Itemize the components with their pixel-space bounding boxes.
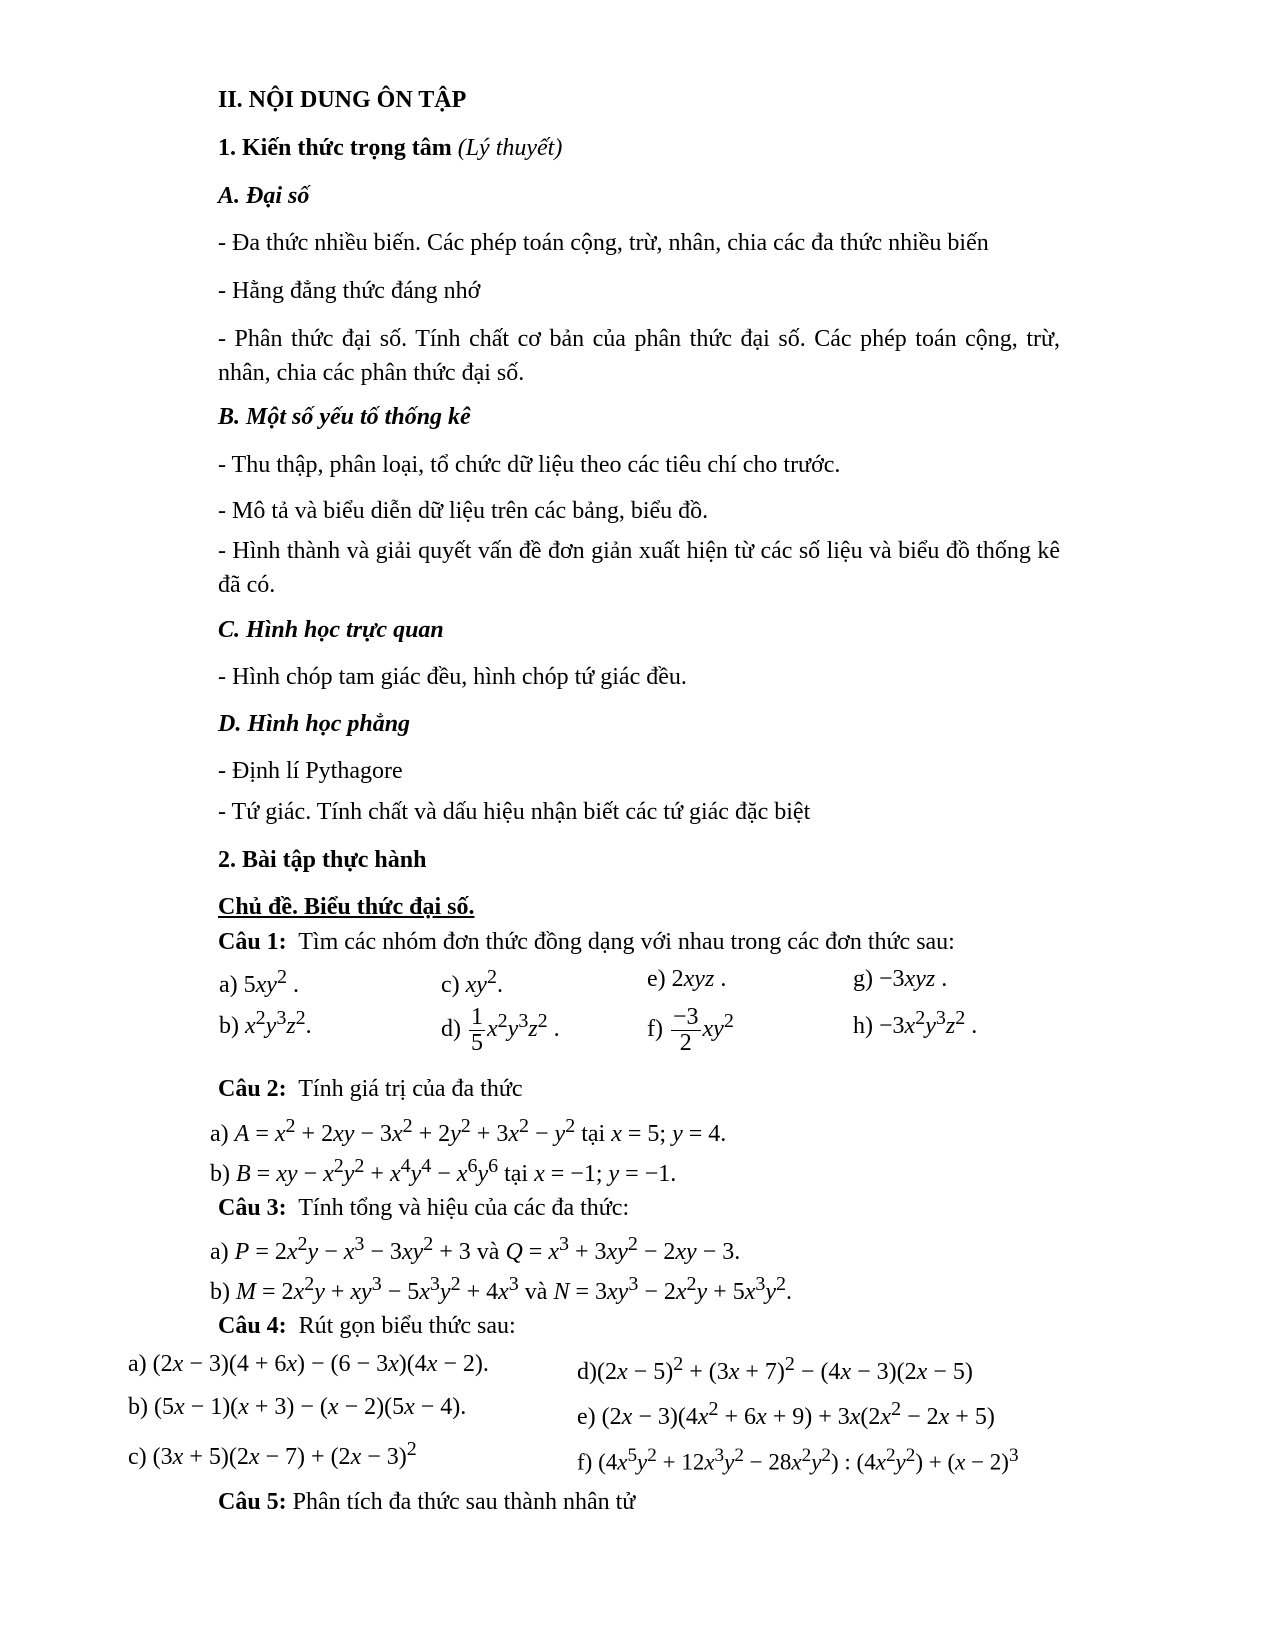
- question-text: Tính giá trị của đa thức: [298, 1076, 523, 1102]
- question-label: Câu 5:: [218, 1489, 287, 1515]
- statistics-item: - Mô tả và biểu diễn dữ liệu trên các bảng, biểu đồ.: [218, 498, 709, 524]
- q4-part-e: e) $(2x - 3)(4x^2 + 6x + 9) + 3x(2x^2 - 2x + 5)$: [577, 1398, 995, 1430]
- question-3: [218, 1194, 629, 1223]
- q3-part-b: b) $M = 2x^2y + xy^3 - 5x^3y^2 + 4x^3$ và $N = 3xy^3 - 2x^2y + 5x^3y^2$.: [210, 1273, 793, 1305]
- question-label: Câu 2:: [218, 1076, 287, 1102]
- q1-option-e: e) 2xyz .: [647, 966, 727, 992]
- algebra-heading: A. Đại số: [218, 183, 310, 209]
- q2-part-b: b) B = xy − $x^2y^2 + x^4y^4 - x^6y^6$ tại x = −1; y = −1.: [210, 1155, 677, 1187]
- statistics-item: - Thu thập, phân loại, tổ chức dữ liệu theo các tiêu chí cho trước.: [218, 452, 841, 478]
- q4-part-b: b) (5x − 1)(x + 3) − (x − 2)(5x − 4).: [128, 1394, 467, 1420]
- q4-part-f: f) $(4x^5y^2 + 12x^3y^2 - 28x^2y^2)$ : $(4x^2y^2) + (x - 2)^3$: [577, 1445, 1019, 1475]
- visual-geometry-heading: C. Hình học trực quan: [218, 617, 444, 643]
- q1-option-b: b) $x^2y^3z^2$.: [219, 1007, 312, 1039]
- question-text: Tìm các nhóm đơn thức đồng dạng với nhau trong các đơn thức sau:: [298, 929, 955, 955]
- q1-option-h: $h) -3x^2y^3z^2$ .: [853, 1007, 978, 1039]
- q1-option-d: d) $\frac{1}{5}$ $x^2y^3z^2$ .: [441, 1004, 560, 1057]
- part1-title: 1. Kiến thức trọng tâm: [218, 135, 452, 161]
- q1-option-c: c) $xy^2$.: [441, 966, 503, 998]
- q4-part-d: $d)(2x - 5)^2 + (3x + 7)^2 - (4x - 3)(2x - 5)$: [577, 1353, 973, 1385]
- question-4: [218, 1312, 516, 1341]
- q1-option-a: a) $5xy^2$ .: [219, 966, 299, 998]
- visual-geometry-item: - Hình chóp tam giác đều, hình chóp tứ giác đều.: [218, 664, 687, 690]
- topic-heading: Chủ đề. Biểu thức đại số.: [218, 894, 475, 920]
- q2-part-a: a) $A = x^2 + 2xy - 3x^2 + 2y^2 + 3x^2 - y^2$ tại x = 5; y = 4.: [210, 1115, 727, 1147]
- fraction: $\frac{-3}{2}$: [672, 1004, 699, 1057]
- q1-option-f: f) $\frac{-3}{2}$ $xy^2$: [647, 1004, 734, 1057]
- plane-geometry-item: - Định lí Pythagore: [218, 758, 403, 784]
- question-text: Tính tổng và hiệu của các đa thức:: [298, 1195, 630, 1221]
- section-title: II. NỘI DUNG ÔN TẬP: [218, 87, 467, 113]
- question-text: Rút gọn biểu thức sau:: [298, 1313, 516, 1339]
- question-1: [218, 928, 955, 957]
- algebra-item: - Hằng đẳng thức đáng nhớ: [218, 278, 481, 304]
- part1-subtitle: (Lý thuyết): [457, 135, 563, 161]
- statistics-heading: B. Một số yếu tố thống kê: [218, 404, 471, 430]
- fraction: $\frac{1}{5}$: [471, 1004, 483, 1057]
- q4-part-c: c) $(3x + 5)(2x - 7) + (2x - 3)^2$: [128, 1438, 417, 1470]
- question-5: [218, 1488, 635, 1517]
- part2-title: 2. Bài tập thực hành: [218, 847, 427, 873]
- plane-geometry-item: - Tứ giác. Tính chất và dấu hiệu nhận biết các tứ giác đặc biệt: [218, 799, 811, 825]
- q1-option-g: g) −3xyz .: [853, 966, 948, 992]
- question-text: Phân tích đa thức sau thành nhân tử: [292, 1489, 636, 1515]
- algebra-item: - Đa thức nhiều biến. Các phép toán cộng, trừ, nhân, chia các đa thức nhiều biến: [218, 230, 989, 256]
- question-label: Câu 1:: [218, 929, 287, 955]
- plane-geometry-heading: D. Hình học phẳng: [218, 711, 411, 737]
- algebra-item: - Phân thức đại số. Tính chất cơ bản của phân thức đại số. Các phép toán cộng, trừ, nhân, chia các phân thức đại số.: [218, 326, 1060, 386]
- statistics-item: - Hình thành và giải quyết vấn đề đơn giản xuất hiện từ các số liệu và biểu đồ thống kê đã có.: [218, 538, 1060, 598]
- q3-part-a: a) $P = 2x^2y - x^3 - 3xy^2 + 3$ và $Q = x^3 + 3xy^2 - 2xy - 3$.: [210, 1233, 741, 1265]
- question-label: Câu 3:: [218, 1195, 287, 1221]
- part1-heading: [218, 134, 562, 163]
- q4-part-a: a) (2x − 3)(4 + 6x) − (6 − 3x)(4x − 2).: [128, 1351, 489, 1377]
- question-label: Câu 4:: [218, 1313, 287, 1339]
- question-2: [218, 1075, 523, 1104]
